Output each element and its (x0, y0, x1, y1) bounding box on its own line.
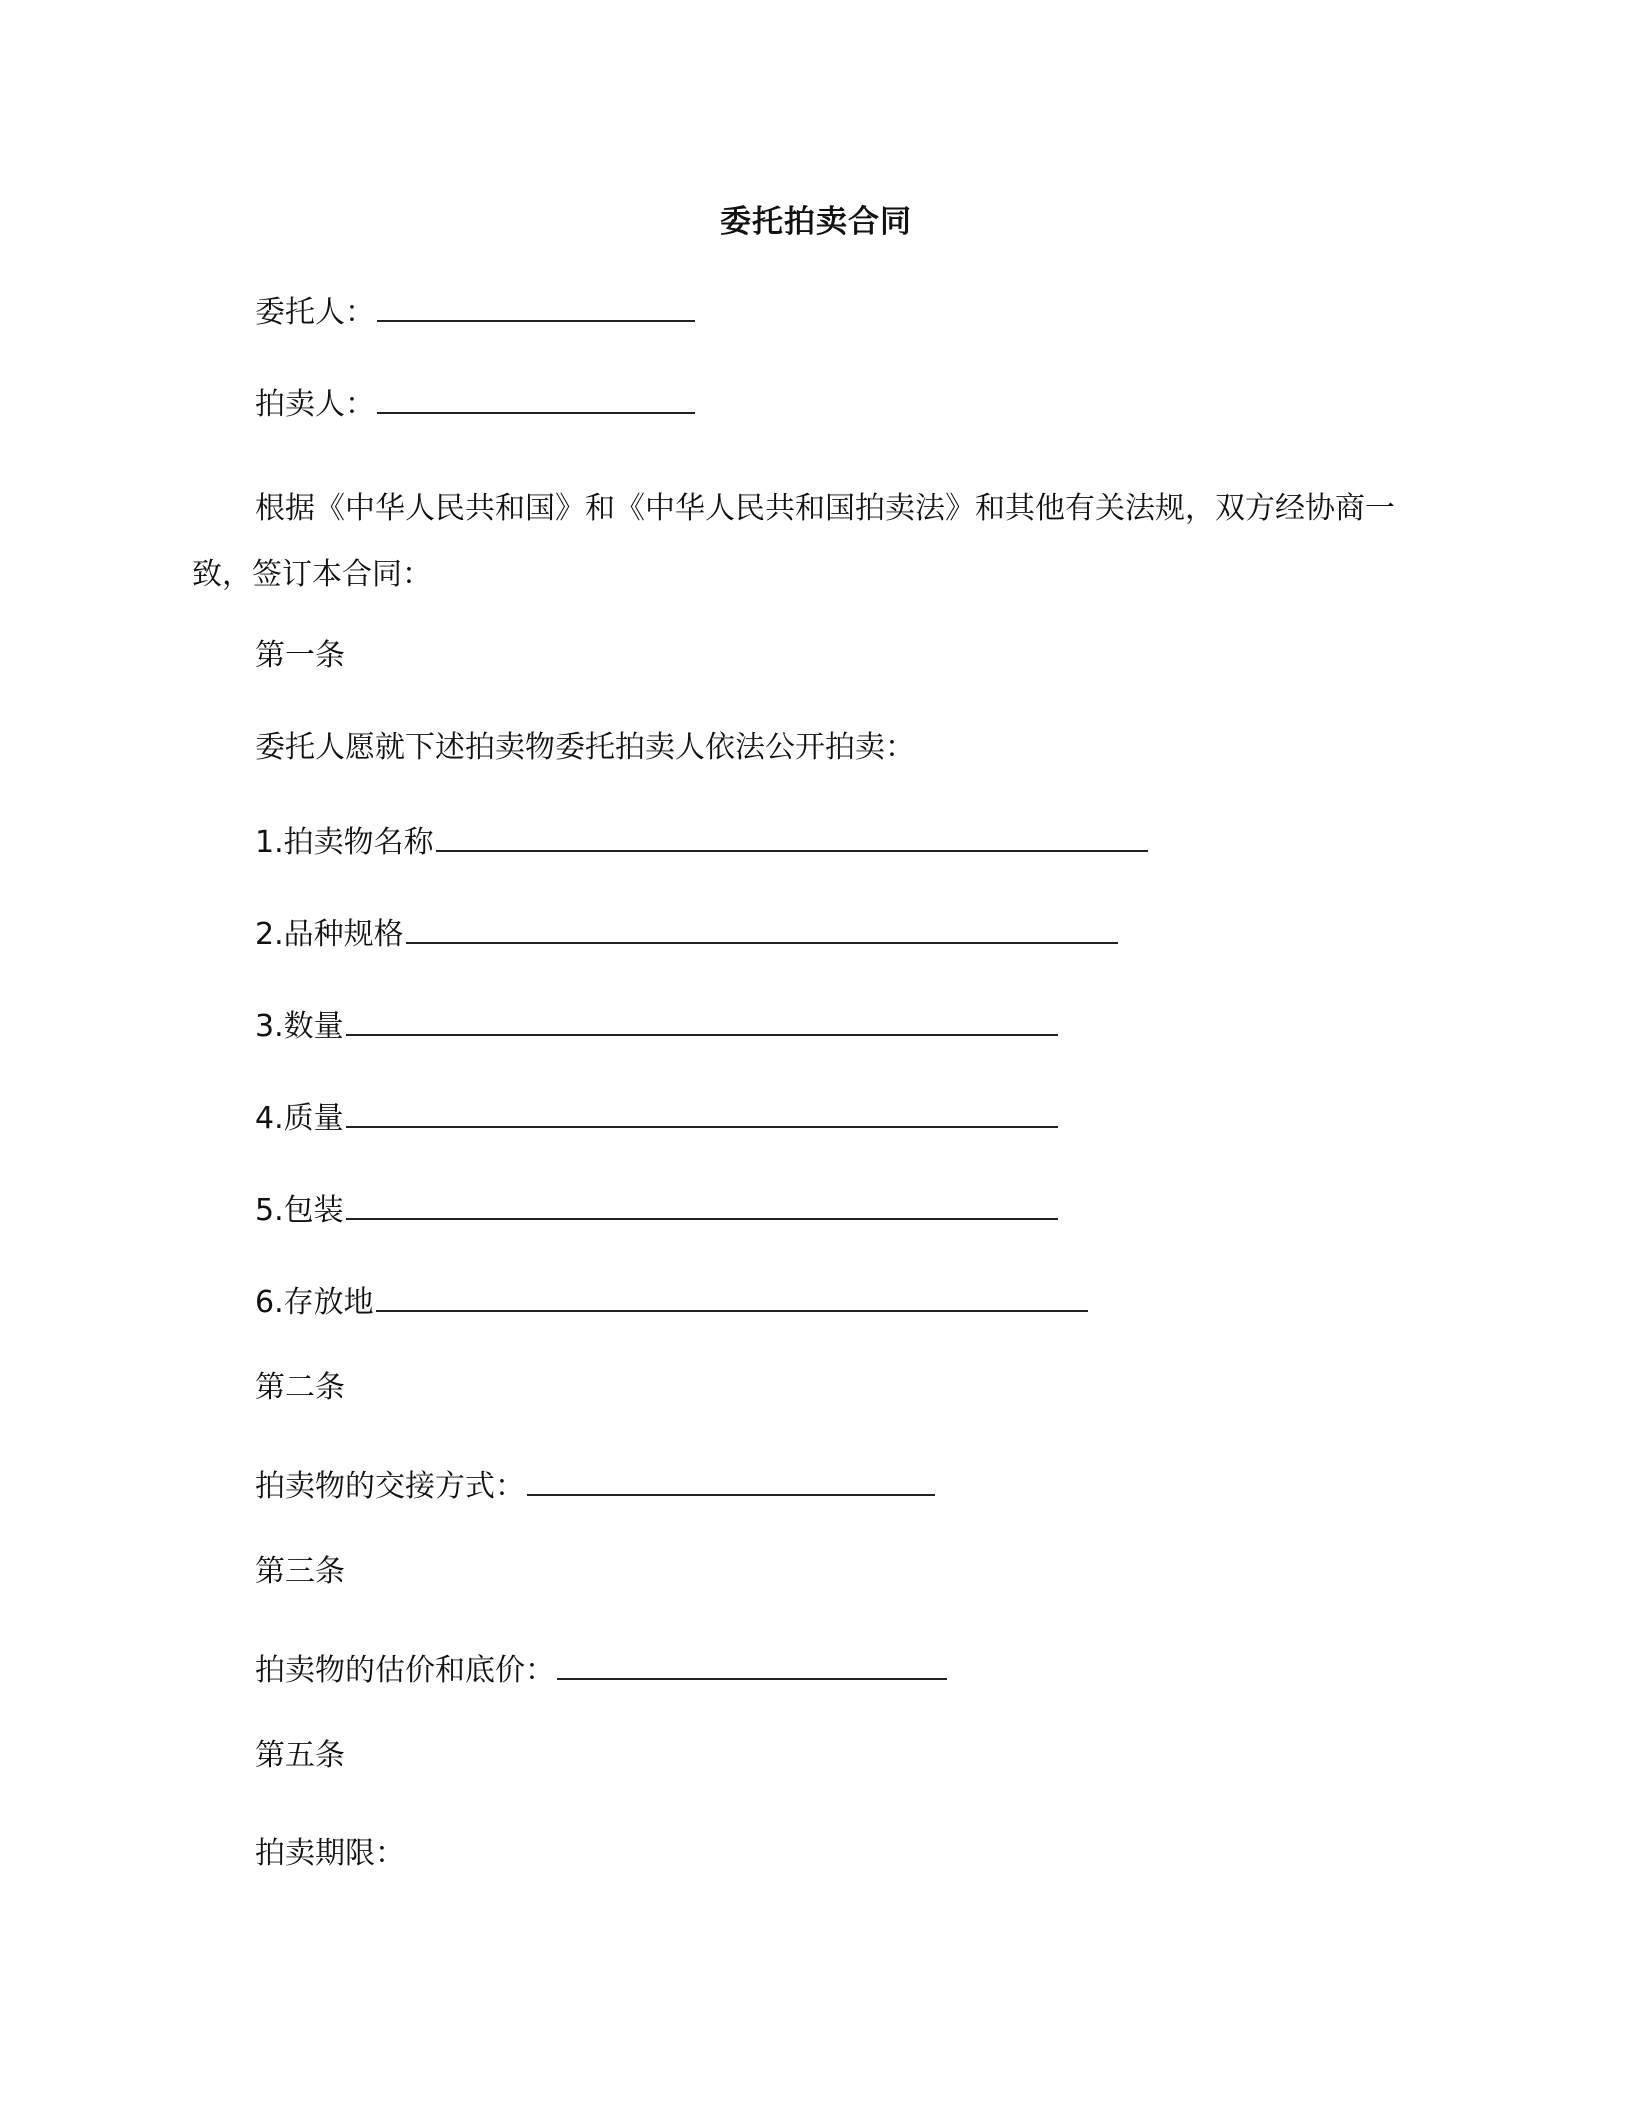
article1-intro: 委托人愿就下述拍卖物委托拍卖人依法公开拍卖： (255, 730, 915, 765)
article2-heading: 第二条 (255, 1370, 345, 1405)
delivery-method-blank[interactable] (527, 1466, 935, 1496)
consignor-label: 委托人： (255, 295, 375, 330)
article3-heading: 第三条 (255, 1554, 345, 1589)
item-auction-name (255, 822, 1148, 863)
delivery-method-label: 拍卖物的交接方式： (255, 1469, 525, 1504)
item-label: 3.数量 (255, 1009, 344, 1044)
preamble-paragraph: 根据《中华人民共和国》和《中华人民共和国拍卖法》和其他有关法规，双方经协商一致，签订本合同： (192, 491, 1395, 592)
item-quantity (255, 1006, 1058, 1047)
item-blank[interactable] (346, 1190, 1058, 1220)
item-label: 5.包装 (255, 1193, 344, 1228)
item-quality (255, 1098, 1058, 1139)
item-blank[interactable] (346, 1098, 1058, 1128)
valuation-label: 拍卖物的估价和底价： (255, 1653, 555, 1688)
document-title: 委托拍卖合同 (720, 204, 912, 240)
item-blank[interactable] (346, 1006, 1058, 1036)
item-label: 2.品种规格 (255, 917, 404, 952)
item-label: 6.存放地 (255, 1285, 374, 1320)
item-blank[interactable] (376, 1282, 1088, 1312)
article1-heading: 第一条 (255, 638, 345, 673)
item-storage (255, 1282, 1088, 1323)
article5-heading: 第五条 (255, 1738, 345, 1773)
article3-line (255, 1650, 947, 1691)
item-blank[interactable] (406, 914, 1118, 944)
valuation-blank[interactable] (557, 1650, 947, 1680)
consignor-blank[interactable] (377, 292, 695, 322)
article5-line: 拍卖期限： (255, 1836, 405, 1871)
item-packaging (255, 1190, 1058, 1231)
article2-line (255, 1466, 935, 1507)
consignor-line (255, 292, 695, 333)
item-spec (255, 914, 1118, 955)
item-label: 1.拍卖物名称 (255, 825, 434, 860)
item-label: 4.质量 (255, 1101, 344, 1136)
item-blank[interactable] (436, 822, 1148, 852)
auctioneer-line (255, 384, 695, 425)
auctioneer-label: 拍卖人： (255, 387, 375, 422)
auctioneer-blank[interactable] (377, 384, 695, 414)
